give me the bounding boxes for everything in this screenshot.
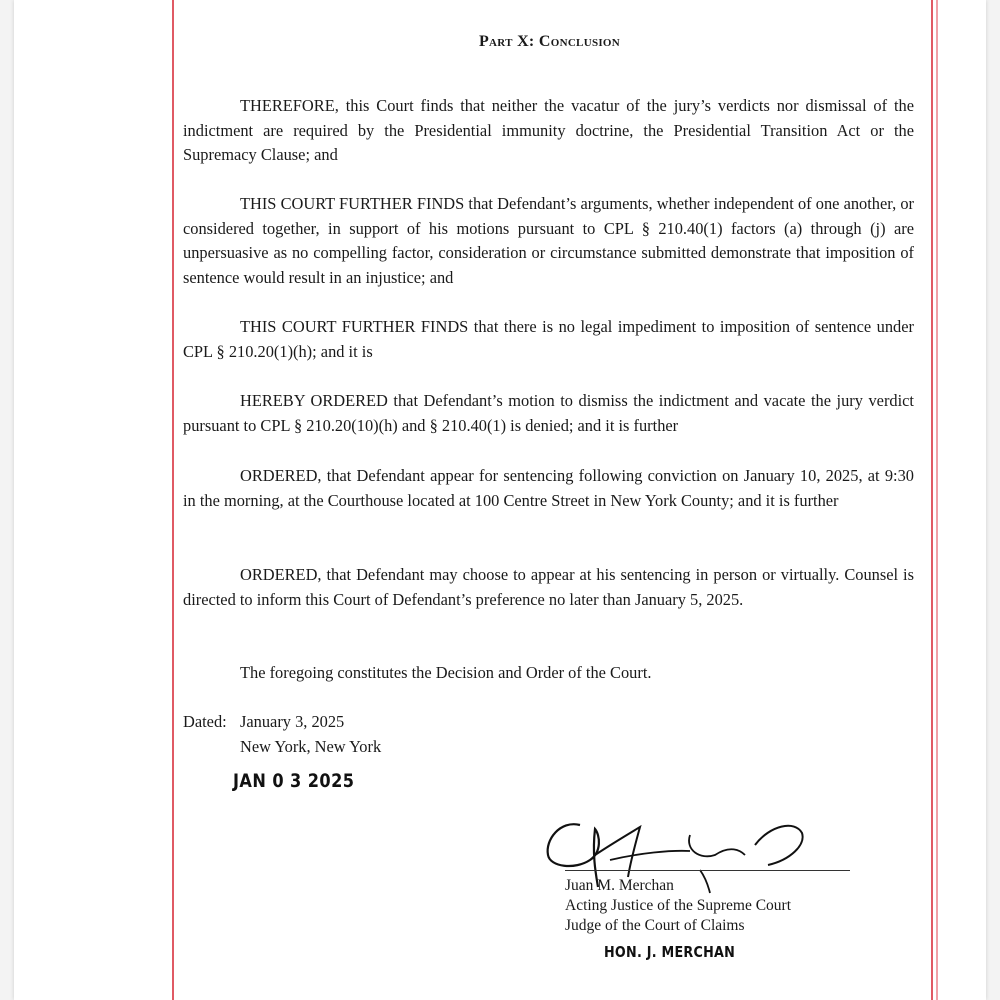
signatory-name: Juan M. Merchan: [565, 877, 674, 894]
page-border-right: [931, 0, 933, 1000]
signatory-title-2: Judge of the Court of Claims: [565, 917, 745, 934]
heading-prefix: Part X:: [478, 33, 539, 50]
dated-date: January 3, 2025: [240, 712, 345, 731]
signature-line: [565, 870, 850, 871]
signatory-title-1: Acting Justice of the Supreme Court: [565, 897, 791, 914]
paragraph-further-finds-1: THIS COURT FURTHER FINDS that Defendant’s arguments, whether independent of one another, or considered together, in support of his motions pursuant to CPL § 210.40(1) factors (a) through (j) are unpersuasive as no compelling factor, consideration or circumstance submitted demonstrate that imposition of sentence would result in an injustice; and: [183, 194, 914, 287]
section-heading: [183, 33, 916, 51]
dated-place: New York, New York: [240, 737, 382, 756]
heading-title: Conclusion: [538, 33, 621, 50]
closing-statement: The foregoing constitutes the Decision and Order of the Court.: [240, 663, 652, 682]
paragraph-ordered-appearance: ORDERED, that Defendant may choose to appear at his sentencing in person or virtually. Counsel is directed to inform this Court of Defendant’s preference no later than January 5, 2025.: [183, 565, 914, 609]
name-stamp: HON. J. MERCHAN: [604, 943, 736, 961]
paragraph-therefore: THEREFORE, this Court finds that neither the vacatur of the jury’s verdicts nor dismissal of the indictment are required by the Presidential immunity doctrine, the Presidential Transition Act or the Supremacy Clause; and: [183, 96, 914, 164]
paragraph-further-finds-2: THIS COURT FURTHER FINDS that there is no legal impediment to imposition of sentence under CPL § 210.20(1)(h); and it is: [183, 317, 914, 361]
paragraph-hereby-ordered: HEREBY ORDERED that Defendant’s motion to dismiss the indictment and vacate the jury verdict pursuant to CPL § 210.20(10)(h) and § 210.40(1) is denied; and it is further: [183, 391, 914, 435]
dated-label: Dated:: [183, 712, 227, 731]
page-border-right-outer: [936, 0, 938, 1000]
paragraph-ordered-sentencing: ORDERED, that Defendant appear for sentencing following conviction on January 10, 2025, at 9:30 in the morning, at the Courthouse located at 100 Centre Street in New York County; and it is further: [183, 466, 914, 510]
page-border-left: [172, 0, 174, 1000]
date-stamp: JAN 0 3 2025: [233, 770, 355, 792]
